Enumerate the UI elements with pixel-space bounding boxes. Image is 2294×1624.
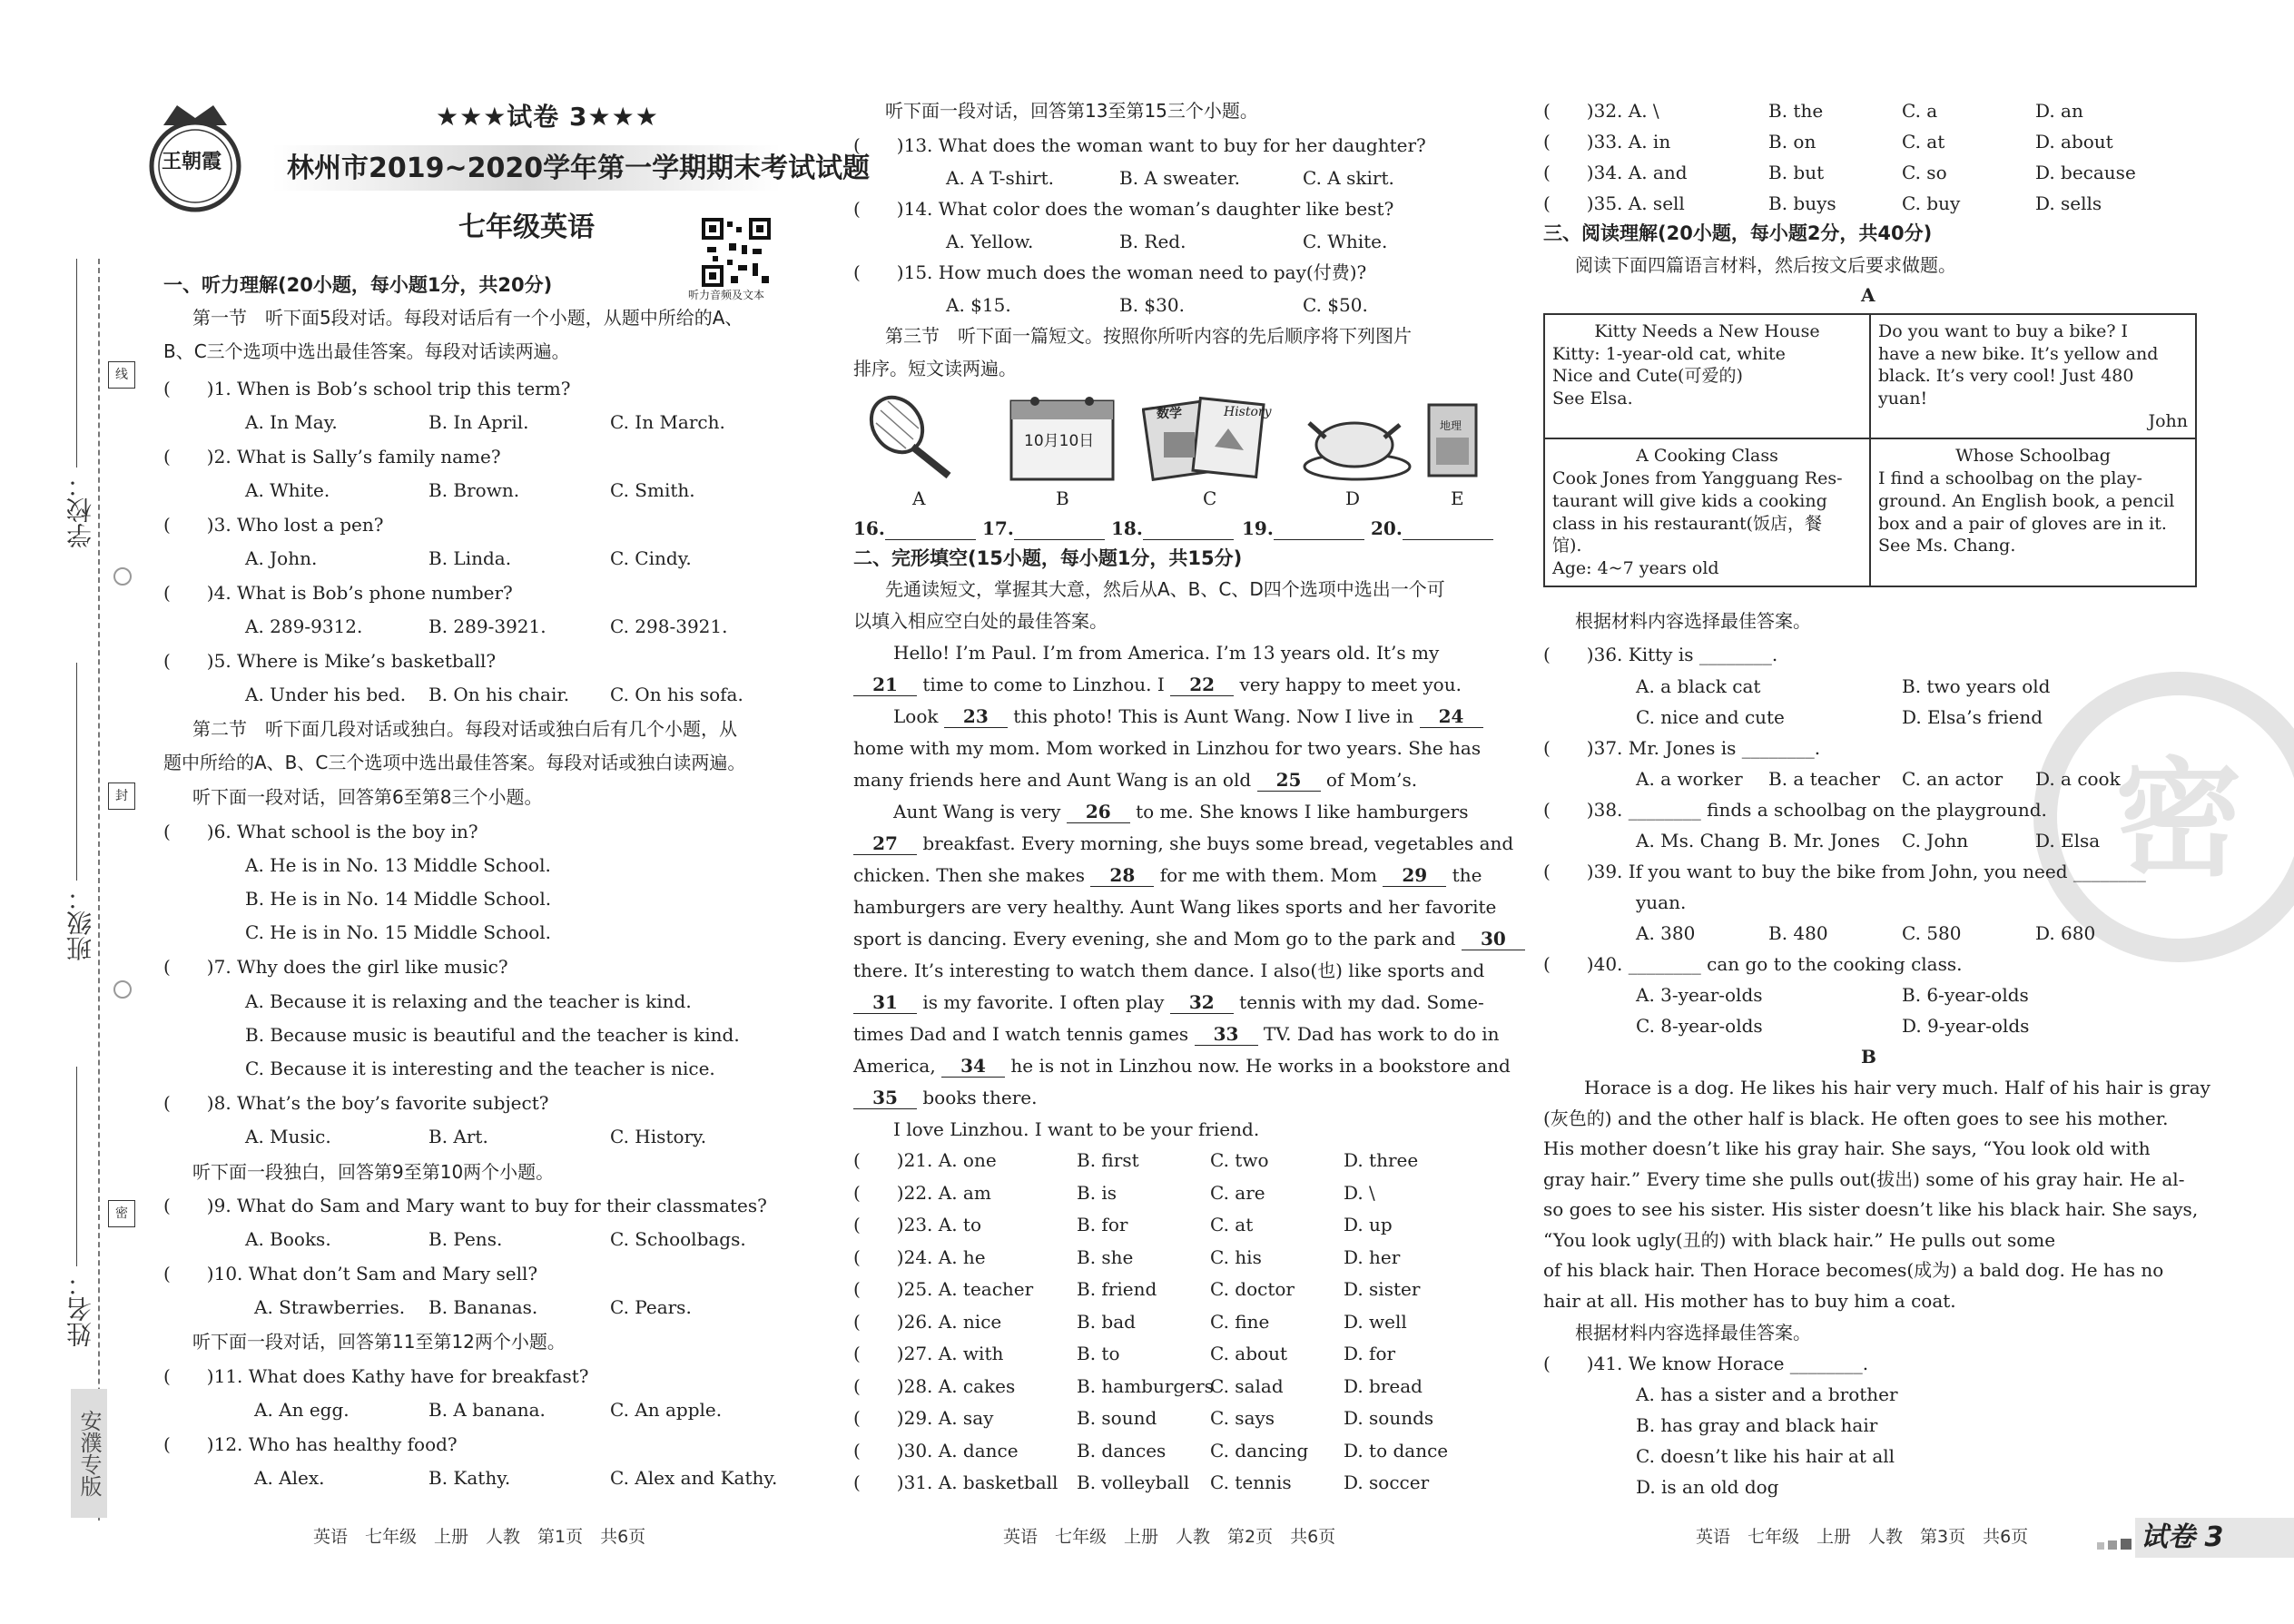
option[interactable]: C. In March. bbox=[610, 411, 725, 433]
passage-text: to me. She knows I like hamburgers bbox=[1136, 801, 1469, 822]
option[interactable]: A. a worker bbox=[1636, 768, 1743, 790]
passage-line: (灰色的) and the other half is black. He often goes to see his mother. bbox=[1543, 1107, 2169, 1129]
page-footer: 英语 七年级 上册 人教 第1页 共6页 bbox=[313, 1527, 646, 1547]
passage-line: gray hair.” Every time she pulls out(拔出) some of his gray hair. He al- bbox=[1543, 1167, 2185, 1190]
option[interactable]: B. Red. bbox=[1119, 231, 1186, 252]
question-41: ( )41. We know Horace ________. bbox=[1543, 1353, 1869, 1374]
ad-title: Whose Schoolbag bbox=[1955, 446, 2111, 467]
instruction: 根据材料内容选择最佳答案。 bbox=[1575, 610, 1811, 632]
option[interactable]: A. 3-year-olds bbox=[1636, 984, 1763, 1006]
option[interactable]: B. 480 bbox=[1768, 922, 1828, 944]
option[interactable]: B. In April. bbox=[428, 411, 529, 433]
option[interactable]: C. at bbox=[1210, 1214, 1254, 1235]
exam-title: 林州市2019~2020学年第一学期期末考试试题 bbox=[287, 153, 871, 184]
answer-blank[interactable] bbox=[1014, 517, 1105, 540]
option[interactable]: C. White. bbox=[1303, 231, 1388, 252]
option[interactable]: D. about bbox=[2035, 131, 2113, 153]
question-37: ( )37. Mr. Jones is ________. bbox=[1543, 737, 1821, 759]
ad-line: have a new bike. It’s yellow and bbox=[1878, 343, 2159, 364]
option[interactable]: C. an actor bbox=[1902, 768, 2004, 790]
option[interactable]: B. 6-year-olds bbox=[1902, 984, 2029, 1006]
passage-text: books there. bbox=[922, 1087, 1038, 1108]
option[interactable]: D. her bbox=[1344, 1245, 1401, 1268]
question-7: ( )7. Why does the girl like music? bbox=[163, 956, 508, 978]
question-39-cont: yuan. bbox=[1636, 891, 1687, 913]
option[interactable]: B. Bananas. bbox=[428, 1296, 538, 1318]
option[interactable]: D. for bbox=[1344, 1343, 1396, 1364]
option[interactable]: A. John. bbox=[245, 547, 318, 569]
ad-line: 馆). bbox=[1552, 536, 1582, 556]
option[interactable]: C. fine bbox=[1210, 1310, 1270, 1333]
option[interactable]: D. sister bbox=[1344, 1278, 1421, 1300]
option[interactable]: D. bread bbox=[1344, 1374, 1423, 1397]
option[interactable]: C. at bbox=[1902, 131, 1945, 153]
passage-text: this photo! This is Aunt Wang. Now I live in bbox=[1013, 705, 1414, 727]
option[interactable]: B. Brown. bbox=[428, 479, 520, 501]
binding-hole-icon bbox=[113, 567, 132, 586]
school-field[interactable] bbox=[76, 259, 77, 468]
option[interactable]: B. A banana. bbox=[428, 1399, 546, 1421]
passage-line: Hello! I’m Paul. I’m from America. I’m 13 years old. It’s my bbox=[893, 642, 1440, 664]
option[interactable]: A. Alex. bbox=[254, 1467, 325, 1489]
option[interactable]: C. two bbox=[1210, 1149, 1269, 1171]
question-39: ( )39. If you want to buy the bike from John, you need ________ bbox=[1543, 861, 2146, 882]
ad-cooking bbox=[1544, 438, 1870, 586]
instruction: B、C三个选项中选出最佳答案。每段对话读两遍。 bbox=[163, 340, 570, 362]
option[interactable]: B. first bbox=[1077, 1149, 1139, 1171]
question-36: ( )36. Kitty is ________. bbox=[1543, 644, 1778, 665]
passage-text: is my favorite. I often play bbox=[922, 991, 1165, 1013]
cloze-blank[interactable]: 32 bbox=[1170, 991, 1234, 1014]
option[interactable]: A. Books. bbox=[245, 1228, 331, 1250]
instruction: 第二节 听下面几段对话或独白。每段对话或独白后有几个小题，从 bbox=[192, 718, 737, 740]
option[interactable]: A. An egg. bbox=[254, 1399, 350, 1421]
option[interactable]: C. so bbox=[1902, 162, 1947, 183]
picture-label: A bbox=[912, 487, 926, 509]
instruction: 题中所给的A、B、C三个选项中选出最佳答案。每段对话或独白读两遍。 bbox=[163, 752, 746, 773]
instruction: 第三节 听下面一篇短文。按照你所听内容的先后顺序将下列图片 bbox=[885, 325, 1412, 347]
qr-caption: 听力音频及文本 bbox=[688, 289, 765, 301]
ad-title: A Cooking Class bbox=[1636, 446, 1778, 467]
option[interactable]: B. hamburgers bbox=[1077, 1374, 1214, 1397]
name-field[interactable] bbox=[76, 1067, 77, 1266]
option[interactable]: A. has a sister and a brother bbox=[1636, 1383, 1898, 1405]
option[interactable]: D. Elsa bbox=[2035, 830, 2101, 851]
ad-line: Kitty: 1-year-old cat, white bbox=[1552, 343, 1786, 364]
cloze-blank[interactable]: 27 bbox=[853, 832, 917, 855]
cloze-blank[interactable]: 31 bbox=[853, 991, 917, 1014]
option[interactable]: D. an bbox=[2035, 100, 2083, 122]
page-footer: 英语 七年级 上册 人教 第2页 共6页 bbox=[1003, 1527, 1336, 1547]
option[interactable]: A. Strawberries. bbox=[254, 1296, 406, 1318]
logo-text: 王朝霞 bbox=[162, 151, 222, 173]
option[interactable]: A. In May. bbox=[245, 411, 338, 433]
ad-line: Cook Jones from Yangguang Res- bbox=[1552, 468, 1843, 489]
option[interactable]: C. doesn’t like his hair at all bbox=[1636, 1445, 1895, 1467]
question-40: ( )40. ________ can go to the cooking class. bbox=[1543, 953, 1963, 975]
passage-text: many friends here and Aunt Wang is an old bbox=[853, 769, 1252, 791]
passage-text: chicken. Then she makes bbox=[853, 864, 1085, 886]
ads-table bbox=[1543, 313, 2197, 587]
ad-line: Age: 4~7 years old bbox=[1552, 557, 1719, 578]
footer-decor-icon bbox=[2097, 1534, 2133, 1547]
cloze-question[interactable]: ( )26. A. nice bbox=[853, 1310, 1002, 1333]
option[interactable]: D. well bbox=[1344, 1310, 1407, 1333]
option[interactable]: C. nice and cute bbox=[1636, 706, 1785, 728]
instruction: 排序。短文读两遍。 bbox=[853, 358, 1017, 379]
instruction: 以填入相应空白处的最佳答案。 bbox=[853, 610, 1108, 632]
calendar-date: 10月10日 bbox=[1024, 432, 1095, 450]
option[interactable]: B. Art. bbox=[428, 1126, 488, 1147]
instruction: 听下面一段对话，回答第11至第12两个小题。 bbox=[192, 1331, 566, 1353]
instruction: 阅读下面四篇语言材料，然后按文后要求做题。 bbox=[1575, 254, 1956, 276]
passage-text: sport is dancing. Every evening, she and Mom go to the park and bbox=[853, 928, 1456, 950]
cloze-question[interactable]: ( )27. A. with bbox=[853, 1343, 1004, 1364]
cloze-blank[interactable]: 23 bbox=[944, 705, 1008, 728]
picture-textbook-icon bbox=[1425, 392, 1480, 487]
option[interactable]: C. his bbox=[1210, 1245, 1262, 1268]
binding-sidebar bbox=[0, 0, 136, 1624]
question-12: ( )12. Who has healthy food? bbox=[163, 1433, 458, 1455]
passage-text: very happy to meet you. bbox=[1239, 674, 1462, 695]
question-1: ( )1. When is Bob’s school trip this term? bbox=[163, 378, 571, 399]
instruction: 听下面一段对话，回答第13至第15三个小题。 bbox=[885, 100, 1258, 122]
option[interactable]: C. Smith. bbox=[610, 479, 695, 501]
ad-signature: John bbox=[2148, 410, 2188, 431]
picture-label: B bbox=[1056, 487, 1069, 509]
option[interactable]: C. On his sofa. bbox=[610, 684, 743, 705]
option[interactable]: C. salad bbox=[1210, 1374, 1284, 1397]
option[interactable]: B. is bbox=[1077, 1181, 1117, 1204]
cloze-question[interactable]: ( )35. A. sell bbox=[1543, 192, 1685, 214]
class-field[interactable] bbox=[76, 663, 77, 881]
question-4: ( )4. What is Bob’s phone number? bbox=[163, 582, 513, 604]
option[interactable]: C. doctor bbox=[1210, 1278, 1295, 1300]
option[interactable]: B. volleyball bbox=[1077, 1471, 1190, 1493]
cloze-blank[interactable]: 22 bbox=[1170, 674, 1234, 696]
option[interactable]: D. 680 bbox=[2035, 922, 2096, 944]
edition-badge: 安濮专版 bbox=[71, 1389, 107, 1518]
section-listening: 一、听力理解(20小题，每小题1分，共20分) bbox=[163, 274, 553, 296]
option[interactable]: A. $15. bbox=[946, 294, 1011, 316]
option[interactable]: D. to dance bbox=[1344, 1439, 1449, 1462]
option[interactable]: C. buy bbox=[1902, 192, 1961, 214]
passage-line: I love Linzhou. I want to be your friend. bbox=[893, 1118, 1260, 1140]
question-9: ( )9. What do Sam and Mary want to buy for their classmates? bbox=[163, 1195, 767, 1216]
option[interactable]: C. An apple. bbox=[610, 1399, 723, 1421]
option[interactable]: B. has gray and black hair bbox=[1636, 1414, 1878, 1436]
cloze-question[interactable]: ( )31. A. basketball bbox=[853, 1471, 1058, 1493]
passage-text: breakfast. Every morning, she buys some bread, vegetables and bbox=[922, 832, 1514, 854]
question-14: ( )14. What color does the woman’s daughter like best? bbox=[853, 198, 1394, 220]
ad-line: See Elsa. bbox=[1552, 389, 1633, 409]
binding-line bbox=[98, 259, 100, 1521]
option[interactable]: A. Under his bed. bbox=[245, 684, 407, 705]
passage-line: Horace is a dog. He likes his hair very much. Half of his hair is gray bbox=[1584, 1077, 2210, 1098]
school-label: 学校： bbox=[65, 472, 95, 548]
ad-line: black. It’s very cool! Just 480 bbox=[1878, 366, 2134, 387]
option[interactable]: D. soccer bbox=[1344, 1471, 1430, 1493]
ad-line: I find a schoolbag on the play- bbox=[1878, 468, 2142, 489]
question-13: ( )13. What does the woman want to buy for her daughter? bbox=[853, 134, 1426, 156]
option[interactable]: C. John bbox=[1902, 830, 1969, 851]
option[interactable]: C. Schoolbags. bbox=[610, 1228, 746, 1250]
option[interactable]: C. Because it is interesting and the teacher is nice. bbox=[245, 1058, 715, 1079]
option[interactable]: A. 380 bbox=[1636, 922, 1696, 944]
option[interactable]: B. friend bbox=[1077, 1278, 1157, 1300]
option[interactable]: D. 9-year-olds bbox=[1902, 1015, 2030, 1037]
ad-line: box and a pair of gloves are in it. bbox=[1878, 513, 2167, 534]
cloze-question[interactable]: ( )25. A. teacher bbox=[853, 1278, 1034, 1300]
publisher-logo bbox=[145, 98, 245, 216]
passage-line: home with my mom. Mom worked in Linzhou for two years. She has bbox=[853, 737, 1482, 759]
answer-blank[interactable] bbox=[1274, 517, 1364, 540]
answer-blank[interactable] bbox=[1403, 517, 1493, 540]
option[interactable]: D. up bbox=[1344, 1214, 1393, 1235]
question-3: ( )3. Who lost a pen? bbox=[163, 514, 384, 536]
passage-heading: A bbox=[1861, 284, 1876, 306]
blank-number: 17. bbox=[982, 517, 1014, 539]
cloze-blank[interactable]: 35 bbox=[853, 1087, 917, 1109]
passage-line: hair at all. His mother has to buy him a coat. bbox=[1543, 1289, 1956, 1312]
ad-title: Kitty Needs a New House bbox=[1594, 321, 1820, 341]
option[interactable]: A. A T-shirt. bbox=[946, 167, 1054, 189]
instruction: 听下面一段对话，回答第6至第8三个小题。 bbox=[192, 786, 543, 808]
picture-calendar-icon bbox=[1008, 392, 1117, 487]
instruction: 先通读短文，掌握其大意，然后从A、B、C、D四个选项中选出一个可 bbox=[885, 578, 1445, 600]
option[interactable]: B. buys bbox=[1768, 192, 1836, 214]
option[interactable]: D. Elsa’s friend bbox=[1902, 706, 2043, 728]
option[interactable]: A. Yellow. bbox=[946, 231, 1034, 252]
ad-line: yuan! bbox=[1878, 389, 1928, 409]
option[interactable]: B. but bbox=[1768, 162, 1825, 183]
option[interactable]: D. because bbox=[2035, 162, 2136, 183]
option[interactable]: B. for bbox=[1077, 1214, 1128, 1235]
option[interactable]: C. $50. bbox=[1303, 294, 1368, 316]
ad-schoolbag bbox=[1870, 438, 2196, 586]
instruction: 根据材料内容选择最佳答案。 bbox=[1575, 1322, 1811, 1343]
cloze-blank[interactable]: 21 bbox=[853, 674, 917, 696]
cloze-question[interactable]: ( )22. A. am bbox=[853, 1181, 991, 1204]
option[interactable]: B. the bbox=[1768, 100, 1824, 122]
passage-text: for me with them. Mom bbox=[1159, 864, 1377, 886]
option[interactable]: C. A skirt. bbox=[1303, 167, 1394, 189]
book-label: History bbox=[1224, 405, 1272, 419]
option[interactable]: D. a cook bbox=[2035, 768, 2121, 790]
option[interactable]: C. tennis bbox=[1210, 1471, 1292, 1493]
blank-number: 16. bbox=[853, 517, 885, 539]
option[interactable]: D. three bbox=[1344, 1149, 1419, 1171]
cloze-question[interactable]: ( )32. A. \ bbox=[1543, 100, 1659, 122]
passage-text: the bbox=[1452, 864, 1482, 886]
option[interactable]: A. Music. bbox=[245, 1126, 331, 1147]
question-11: ( )11. What does Kathy have for breakfast? bbox=[163, 1365, 589, 1387]
cloze-blank[interactable]: 26 bbox=[1067, 801, 1130, 823]
cloze-blank[interactable]: 28 bbox=[1090, 864, 1154, 887]
passage-text: he is not in Linzhou now. He works in a bookstore and bbox=[1010, 1055, 1511, 1077]
question-5: ( )5. Where is Mike’s basketball? bbox=[163, 650, 497, 672]
book-label: 数学 bbox=[1157, 407, 1182, 421]
option[interactable]: B. on bbox=[1768, 131, 1816, 153]
passage-text: time to come to Linzhou. I bbox=[922, 674, 1165, 695]
book-label: 地理 bbox=[1440, 419, 1462, 432]
question-38: ( )38. ________ finds a schoolbag on the playground. bbox=[1543, 799, 2047, 821]
option[interactable]: A. He is in No. 13 Middle School. bbox=[245, 854, 551, 876]
option[interactable]: B. dances bbox=[1077, 1439, 1167, 1462]
cloze-question[interactable]: ( )34. A. and bbox=[1543, 162, 1688, 183]
paper-badge: 试卷 3 bbox=[2141, 1521, 2224, 1553]
picture-label: D bbox=[1345, 487, 1361, 509]
answer-blank[interactable] bbox=[1143, 517, 1234, 540]
watermark-char: 密 bbox=[2115, 746, 2243, 894]
option[interactable]: C. a bbox=[1902, 100, 1938, 122]
answer-blank[interactable] bbox=[885, 517, 976, 540]
option[interactable]: B. bad bbox=[1077, 1310, 1136, 1333]
option[interactable]: D. is an old dog bbox=[1636, 1476, 1779, 1498]
cloze-blank[interactable]: 33 bbox=[1195, 1023, 1258, 1046]
option[interactable]: B. Mr. Jones bbox=[1768, 830, 1881, 851]
cloze-blank[interactable]: 30 bbox=[1462, 928, 1525, 950]
instruction: 听下面一段独白，回答第9至第10两个小题。 bbox=[192, 1161, 555, 1183]
option[interactable]: B. Because music is beautiful and the teacher is kind. bbox=[245, 1024, 740, 1046]
option[interactable]: C. 298-3921. bbox=[610, 615, 728, 637]
subject-title: 七年级英语 bbox=[458, 212, 595, 243]
option[interactable]: A. Because it is relaxing and the teacher is kind. bbox=[245, 990, 692, 1012]
option[interactable]: B. On his chair. bbox=[428, 684, 570, 705]
seal-mark: 封 bbox=[108, 782, 135, 810]
option[interactable]: B. two years old bbox=[1902, 675, 2051, 697]
passage-text: of Mom’s. bbox=[1325, 769, 1418, 791]
ad-line: Do you want to buy a bike? I bbox=[1878, 321, 2129, 341]
passage-line: of his black hair. Then Horace becomes(成为) a bald dog. He has no bbox=[1543, 1259, 2164, 1281]
blank-number: 19. bbox=[1242, 517, 1274, 539]
mi-mark: 密 bbox=[108, 1200, 135, 1227]
passage-text: Aunt Wang is very bbox=[893, 801, 1061, 822]
cloze-question[interactable]: ( )30. A. dance bbox=[853, 1439, 1019, 1462]
ad-line: ground. An English book, a pencil bbox=[1878, 490, 2175, 511]
option[interactable]: C. History. bbox=[610, 1126, 707, 1147]
option[interactable]: B. she bbox=[1077, 1245, 1134, 1268]
passage-text: Look bbox=[893, 705, 939, 727]
option[interactable]: B. sound bbox=[1077, 1407, 1157, 1429]
option[interactable]: D. sounds bbox=[1344, 1407, 1434, 1429]
option[interactable]: C. are bbox=[1210, 1181, 1265, 1204]
option[interactable]: A. a black cat bbox=[1636, 675, 1761, 697]
picture-label: C bbox=[1203, 487, 1217, 509]
passage-text: tennis with my dad. Some- bbox=[1239, 991, 1484, 1013]
cloze-question[interactable]: ( )33. A. in bbox=[1543, 131, 1671, 153]
section-cloze: 二、完形填空(15小题，每小题1分，共15分) bbox=[853, 547, 1243, 569]
cloze-question[interactable]: ( )21. A. one bbox=[853, 1149, 997, 1171]
blank-number: 18. bbox=[1111, 517, 1143, 539]
passage-text: TV. Dad has work to do in bbox=[1263, 1023, 1500, 1045]
option[interactable]: B. A sweater. bbox=[1119, 167, 1240, 189]
passage-line: there. It’s interesting to watch them dance. I also(也) like sports and bbox=[853, 960, 1485, 981]
passage-line: hamburgers are very healthy. Aunt Wang likes sports and her favorite bbox=[853, 896, 1497, 918]
picture-books-icon bbox=[1142, 392, 1278, 487]
option[interactable]: C. He is in No. 15 Middle School. bbox=[245, 921, 551, 943]
cloze-blank[interactable]: 29 bbox=[1383, 864, 1446, 887]
question-2: ( )2. What is Sally’s family name? bbox=[163, 446, 501, 468]
option[interactable]: C. Cindy. bbox=[610, 547, 692, 569]
option[interactable]: B. $30. bbox=[1119, 294, 1185, 316]
question-10: ( )10. What don’t Sam and Mary sell? bbox=[163, 1263, 538, 1284]
line-mark: 线 bbox=[108, 361, 135, 389]
option[interactable]: B. 289-3921. bbox=[428, 615, 546, 637]
option[interactable]: B. a teacher bbox=[1768, 768, 1880, 790]
picture-chicken-icon bbox=[1298, 392, 1416, 487]
ad-line: Nice and Cute(可爱的) bbox=[1552, 366, 1743, 387]
option[interactable]: B. Pens. bbox=[428, 1228, 503, 1250]
binding-hole-icon bbox=[113, 980, 132, 999]
option[interactable]: B. Linda. bbox=[428, 547, 512, 569]
option[interactable]: C. 580 bbox=[1902, 922, 1962, 944]
option[interactable]: A. 289-9312. bbox=[245, 615, 363, 637]
page-footer: 英语 七年级 上册 人教 第3页 共6页 bbox=[1696, 1527, 2029, 1547]
option[interactable]: B. He is in No. 14 Middle School. bbox=[245, 888, 552, 910]
passage-line: “You look ugly(丑的) with black hair.” He pulls out some bbox=[1543, 1228, 2056, 1251]
cloze-blank[interactable]: 24 bbox=[1420, 705, 1483, 728]
cloze-question[interactable]: ( )23. A. to bbox=[853, 1214, 982, 1235]
passage-line: so goes to see his sister. His sister doesn’t like his black hair. She says, bbox=[1543, 1198, 2199, 1220]
question-6: ( )6. What school is the boy in? bbox=[163, 821, 478, 842]
qr-code-icon[interactable] bbox=[702, 218, 771, 287]
cloze-blank[interactable]: 34 bbox=[941, 1055, 1005, 1078]
ad-bike bbox=[1870, 314, 2196, 438]
section-reading: 三、阅读理解(20小题，每小题2分，共40分) bbox=[1543, 222, 1933, 244]
cloze-question[interactable]: ( )29. A. say bbox=[853, 1407, 994, 1429]
question-15: ( )15. How much does the woman need to pay(付费)? bbox=[853, 261, 1367, 283]
passage-text: times Dad and I watch tennis games bbox=[853, 1023, 1189, 1045]
option[interactable]: B. to bbox=[1077, 1343, 1120, 1364]
instruction: 第一节 听下面5段对话。每段对话后有一个小题，从题中所给的A、 bbox=[192, 307, 743, 329]
cloze-question[interactable]: ( )24. A. he bbox=[853, 1245, 986, 1268]
passage-text: America, bbox=[853, 1055, 936, 1077]
passage-heading: B bbox=[1861, 1046, 1876, 1068]
option[interactable]: A. White. bbox=[245, 479, 330, 501]
option[interactable]: C. Pears. bbox=[610, 1296, 692, 1318]
option[interactable]: C. Alex and Kathy. bbox=[610, 1467, 778, 1489]
option[interactable]: D. sells bbox=[2035, 192, 2102, 214]
passage-line: His mother doesn’t like his gray hair. She says, “You look old with bbox=[1543, 1137, 2151, 1159]
ad-line: class in his restaurant(饭店，餐 bbox=[1552, 513, 1823, 534]
option[interactable]: C. 8-year-olds bbox=[1636, 1015, 1763, 1037]
option[interactable]: A. Ms. Chang bbox=[1636, 830, 1760, 851]
cloze-question[interactable]: ( )28. A. cakes bbox=[853, 1374, 1016, 1397]
option[interactable]: C. about bbox=[1210, 1343, 1287, 1364]
picture-racket-icon bbox=[862, 392, 962, 487]
ad-kitty bbox=[1544, 314, 1870, 438]
cloze-blank[interactable]: 25 bbox=[1257, 769, 1321, 792]
paper-series: ★★★试卷 3★★★ bbox=[436, 102, 659, 132]
option[interactable]: C. dancing bbox=[1210, 1439, 1309, 1462]
ad-line: taurant will give kids a cooking bbox=[1552, 490, 1827, 511]
option[interactable]: D. \ bbox=[1344, 1181, 1375, 1204]
class-label: 班级： bbox=[65, 885, 95, 961]
name-label: 姓名： bbox=[65, 1271, 95, 1347]
picture-label: E bbox=[1451, 487, 1464, 509]
blank-number: 20. bbox=[1371, 517, 1403, 539]
question-8: ( )8. What’s the boy’s favorite subject? bbox=[163, 1092, 549, 1114]
ad-line: See Ms. Chang. bbox=[1878, 536, 2016, 556]
option[interactable]: C. says bbox=[1210, 1407, 1275, 1429]
option[interactable]: B. Kathy. bbox=[428, 1467, 511, 1489]
